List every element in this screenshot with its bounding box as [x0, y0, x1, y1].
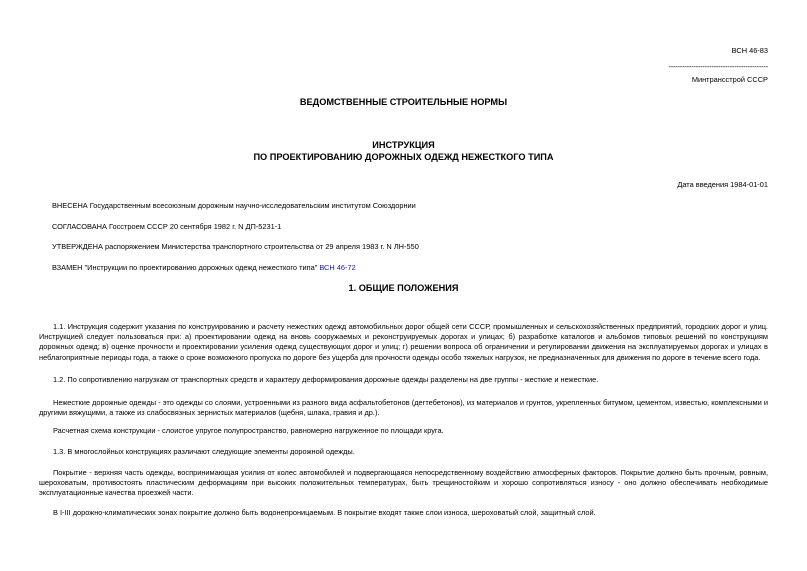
document-subtitle — [0, 140, 807, 163]
paragraph-1-1: 1.1. Инструкция содержит указания по конструированию и расчету нежестких одежд автомобильных дорог общей сети СССР, промышленных и сельскохозяйственных предприятий, городских дорог и улиц. Инструкцией следует пользоваться при: а) проектировании одежд на вновь сооружаемых и реконструируемых дорогах и улицах; б) разработке каталогов и альбомов типовых решений по конструкциям дорожных одежд; в) оценке прочности и проектировании усиления одежд существующих дорог и улиц; г) решении вопроса об ограничении и регулировании движения на эксплуатируемых дорогах и улицах в неблагоприятные периоды года, а также о сроке возможного пропуска по дороге без ущерба для прочности одежды особо тяжелых нагрузок, не предназначенных для движения по дороге в течение всего года. — [39, 322, 768, 362]
meta-vnesena: ВНЕСЕНА Государственным всесоюзным дорожным научно-исследовательским институтом Союздорнии — [52, 201, 416, 210]
paragraph-nonrigid: Нежесткие дорожные одежды - это одежды со слоями, устроенными из разного вида асфальтобетонов (дегтебетонов), из материалов и грунтов, укрепленных битумом, цементом, известью, комплексными и другими вяжущими, а также из слабосвязных зернистых материалов (щебня, шлака, гравия и др.). — [39, 398, 768, 418]
document-title: ВЕДОМСТВЕННЫЕ СТРОИТЕЛЬНЫЕ НОРМЫ — [299, 97, 508, 107]
meta-utverzhdena: УТВЕРЖДЕНА распоряжением Министерства транспортного строительства от 29 апреля 1983 г. N ЛН-550 — [52, 242, 419, 251]
subtitle-line-2: ПО ПРОЕКТИРОВАНИЮ ДОРОЖНЫХ ОДЕЖД НЕЖЕСТКОГО ТИПА — [253, 151, 554, 162]
paragraph-pokrytie: Покрытие - верхняя часть одежды, воспринимающая усилия от колес автомобилей и подвергающаяся непосредственному воздействию атмосферных факторов. Покрытие должно быть прочным, ровным, шероховатым, противостоять пластическим деформациям при высоких положительных температурах, быть трещиностойким и хорошо сопротивляться износу - оно должно обеспечивать необходимые эксплуатационные качества проезжей части. — [39, 468, 768, 498]
header-separator: -------------------------------------------- — [668, 61, 768, 71]
paragraph-scheme: Расчетная схема конструкции - слоистое упругое полупространство, равномерно нагруженное по площади круга. — [53, 426, 444, 435]
paragraph-1-3: 1.3. В многослойных конструкциях различают следующие элементы дорожной одежды. — [53, 447, 355, 456]
vzamen-text: ВЗАМЕН "Инструкции по проектированию дорожных одежд нежесткого типа" — [52, 263, 320, 272]
meta-vzamen — [52, 263, 356, 273]
subtitle-line-1: ИНСТРУКЦИЯ — [372, 140, 435, 150]
paragraph-1-2: 1.2. По сопротивлению нагрузкам от транспортных средств и характеру деформирования дорожные одежды разделены на две группы - жесткие и нежесткие. — [53, 375, 599, 384]
meta-soglasovana: СОГЛАСОВАНА Госстроем СССР 20 сентября 1982 г. N ДП-5231-1 — [52, 222, 282, 231]
date-of-introduction: Дата введения 1984-01-01 — [677, 180, 768, 189]
paragraph-zones: В I-III дорожно-климатических зонах покрытие должно быть водонепроницаемым. В покрытие входят также слои износа, шероховатый слой, защитный слой. — [53, 508, 596, 517]
document-code: ВСН 46-83 — [731, 46, 768, 55]
document-header — [669, 46, 769, 91]
vzamen-link[interactable]: ВСН 46-72 — [319, 263, 356, 272]
ministry-name: Минтрансстрой СССР — [691, 75, 768, 85]
section-title: 1. ОБЩИЕ ПОЛОЖЕНИЯ — [348, 283, 459, 293]
